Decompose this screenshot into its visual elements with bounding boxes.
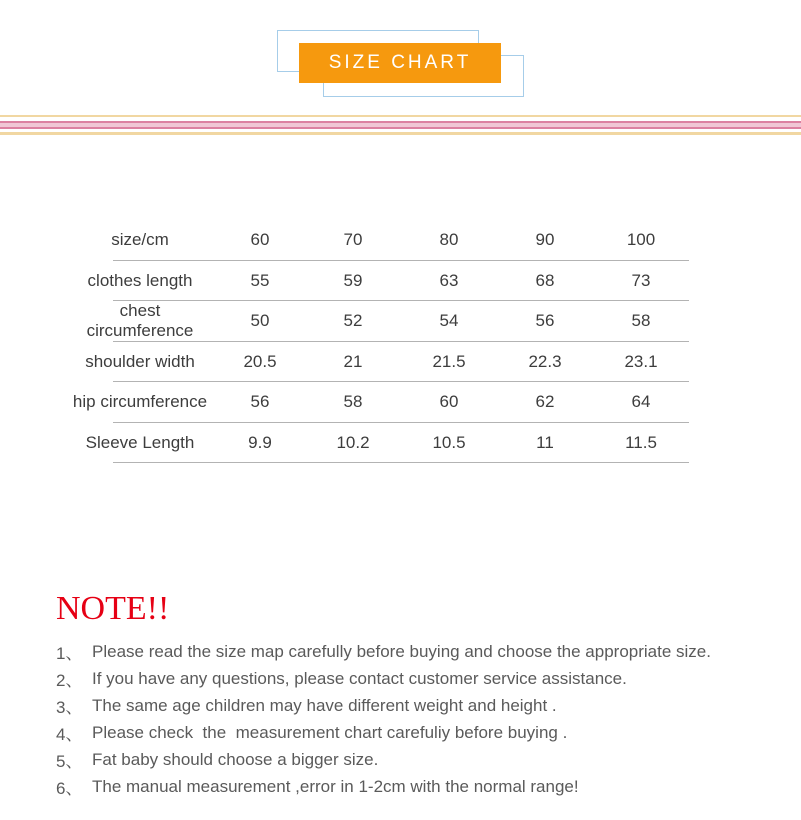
table-cell: 80 [439, 230, 459, 250]
table-cell: 62 [535, 392, 555, 412]
table-row-chest-circumference [65, 301, 689, 342]
stripe-pink-bottom [0, 127, 801, 129]
table-row-shoulder-width [65, 342, 689, 383]
table-row-sleeve-length [65, 423, 689, 464]
table-row-size [65, 220, 689, 261]
note-item [56, 638, 756, 665]
table-cell: 60 [250, 230, 270, 250]
table-cell: 54 [439, 311, 459, 331]
row-label: chest circumference [86, 301, 194, 341]
table-cell: 63 [439, 270, 459, 290]
note-item-text: If you have any questions, please contact customer service assistance. [92, 668, 627, 688]
table-cell: 11.5 [625, 432, 657, 452]
table-cell: 58 [343, 392, 363, 412]
note-item-number: 6、 [56, 779, 83, 798]
table-cell: 20.5 [243, 351, 277, 371]
note-title: NOTE!! [56, 590, 170, 627]
note-item-number: 5、 [56, 752, 83, 771]
table-cell: 23.1 [624, 351, 658, 371]
table-cell: 10.2 [336, 432, 370, 452]
table-cell: 60 [439, 392, 459, 412]
note-item-text: The manual measurement ,error in 1-2cm with the normal range! [92, 776, 579, 796]
note-item-number: 1、 [56, 644, 83, 663]
row-label: shoulder width [85, 351, 195, 371]
table-cell: 10.5 [432, 432, 466, 452]
note-item-text: Please read the size map carefully before buying and choose the appropriate size. [92, 641, 711, 661]
note-list [56, 638, 756, 800]
table-cell: 9.9 [248, 432, 272, 452]
note-item-number: 4、 [56, 725, 83, 744]
table-cell: 70 [343, 230, 363, 250]
striped-divider [0, 115, 801, 136]
table-row-clothes-length [65, 261, 689, 302]
stripe-yellow-top [0, 115, 801, 117]
table-cell: 22.3 [528, 351, 562, 371]
table-cell: 56 [535, 311, 555, 331]
table-cell: 100 [626, 230, 656, 250]
table-cell: 50 [250, 311, 270, 331]
note-item [56, 665, 756, 692]
table-cell: 58 [631, 311, 651, 331]
table-cell: 21 [343, 351, 363, 371]
table-cell: 56 [250, 392, 270, 412]
note-item [56, 692, 756, 719]
size-chart-banner [299, 43, 501, 83]
table-cell: 59 [343, 270, 363, 290]
table-row-hip-circumference [65, 382, 689, 423]
row-label: clothes length [87, 270, 193, 290]
row-label: hip circumference [72, 392, 208, 412]
table-cell: 90 [535, 230, 555, 250]
table-cell: 21.5 [432, 351, 466, 371]
table-cell: 55 [250, 270, 270, 290]
note-item-number: 2、 [56, 671, 83, 690]
table-cell: 11 [536, 432, 554, 452]
banner-label: SIZE CHART [328, 52, 472, 73]
row-label: size/cm [111, 230, 169, 250]
table-cell: 52 [343, 311, 363, 331]
stripe-yellow-bottom [0, 132, 801, 135]
note-item-text: The same age children may have different weight and height . [92, 695, 557, 715]
note-item [56, 719, 756, 746]
note-item [56, 773, 756, 800]
size-table [65, 220, 689, 463]
table-cell: 68 [535, 270, 555, 290]
note-item-text: Fat baby should choose a bigger size. [92, 749, 379, 769]
table-cell: 64 [631, 392, 651, 412]
table-cell: 73 [631, 270, 651, 290]
note-item [56, 746, 756, 773]
note-item-number: 3、 [56, 698, 83, 717]
row-label: Sleeve Length [85, 432, 195, 452]
note-item-text: Please check the measurement chart carefuliy before buying . [92, 722, 568, 742]
